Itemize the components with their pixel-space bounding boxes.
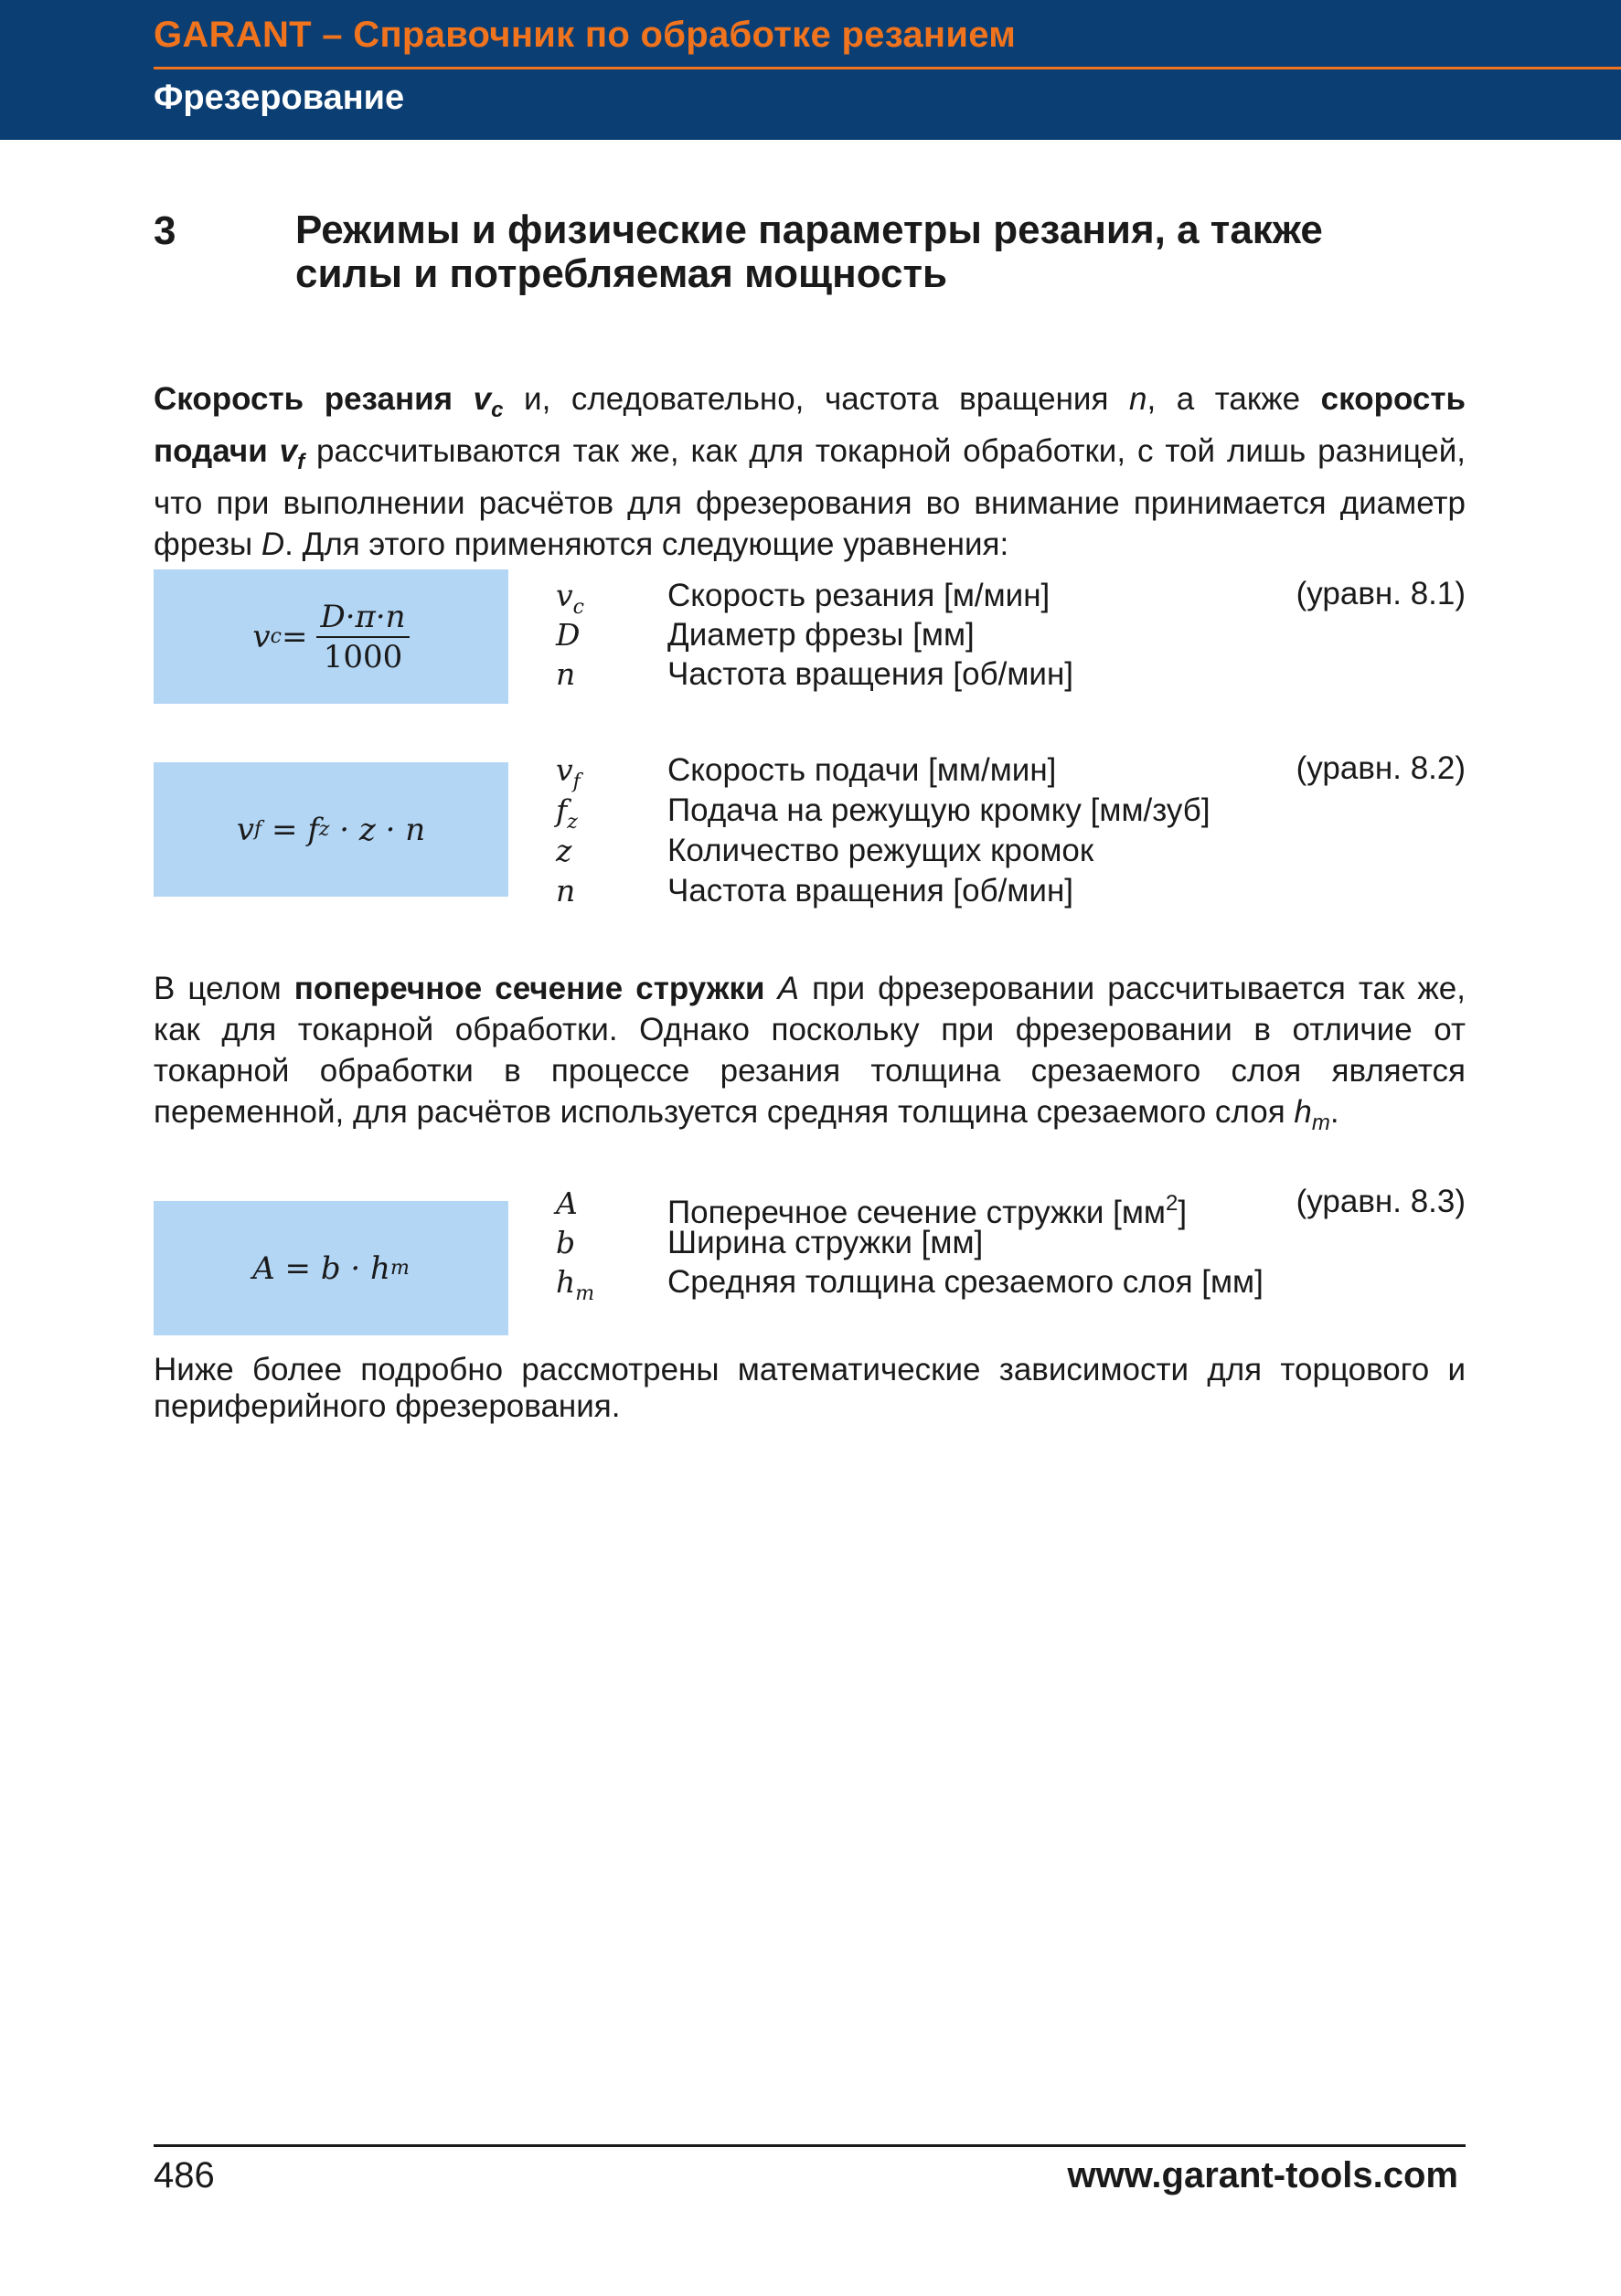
intro-text-5: рассчитываются так же, как для токарной обработки, с той лишь разницей, что при выполнении расчётов для фрезерования во внимание принимается диаметр фрезы (154, 433, 1466, 562)
intro-paragraph (154, 378, 1466, 565)
eq3-var-desc: Средняя толщина срезаемого слоя [мм] (667, 1264, 1264, 1300)
formula-1-fraction (316, 598, 409, 676)
chip-paragraph (154, 968, 1466, 1143)
eq1-number: (уравн. 8.1) (1296, 576, 1466, 611)
eq2-var-symbol: $f_z$ (556, 792, 578, 834)
chapter-title (295, 208, 1484, 296)
chip-text-3: при фрезеровании рассчитывается так же, как для токарной обработки. Однако поскольку при фрезеровании в отличие от токарной обработки в процессе резания толщина срезаемого слоя является переменной, для расчётов используется средняя толщина срезаемого слоя (154, 971, 1466, 1130)
formula-1-numerator: D·π·n (316, 598, 409, 638)
eq2-var-symbol: n (556, 873, 576, 909)
formula-2-v-sub: f (254, 818, 262, 841)
chapter-title-line-2: силы и потребляемая мощность (295, 251, 948, 296)
outro-paragraph: Ниже более подробно рассмотрены математические зависимости для торцового и периферийного фрезерования. (154, 1352, 1466, 1424)
eq1-var-symbol: $v_c$ (556, 578, 584, 619)
symbol-v-feed: v (279, 433, 298, 469)
intro-text-6: . Для этого применяются следующие уравнения: (284, 526, 1009, 562)
eq1-var-desc: Диаметр фрезы [мм] (667, 617, 975, 653)
eq2-var-desc: Частота вращения [об/мин] (667, 873, 1074, 909)
eq3-var-symbol: $h_m$ (556, 1264, 595, 1305)
symbol-A: A (777, 971, 799, 1006)
formula-chip-section (252, 1250, 410, 1287)
eq2-var-desc: Количество режущих кромок (667, 833, 1094, 868)
eq2-var-desc: Скорость подачи [мм/мин] (667, 752, 1057, 788)
chapter-number: 3 (154, 208, 176, 253)
formula-box-2 (154, 762, 508, 897)
eq2-var-symbol: $v_f$ (556, 752, 581, 793)
formula-1-denominator: 1000 (323, 638, 403, 675)
eq3-number: (уравн. 8.3) (1296, 1184, 1466, 1219)
formula-cutting-speed (252, 598, 409, 676)
section-title: Фрезерование (154, 79, 405, 117)
subscript-c: c (491, 398, 504, 422)
formula-1-lhs: v (252, 618, 271, 655)
subscript-f: f (297, 450, 305, 474)
eq3-var-desc: Ширина стружки [мм] (667, 1225, 984, 1260)
symbol-v: v (473, 381, 492, 417)
eq2-number: (уравн. 8.2) (1296, 750, 1466, 786)
formula-2-f: f (307, 811, 319, 848)
intro-text-3: , а также (1146, 381, 1321, 417)
intro-text-2: и, следовательно, частота вращения (503, 381, 1129, 417)
brand-title: GARANT – Справочник по обработке резанием (154, 15, 1017, 55)
formula-2-v: v (236, 811, 255, 848)
eq1-var-symbol: n (556, 656, 576, 692)
eq3-var-desc: Поперечное сечение стружки $[мм^2]$ (667, 1191, 1188, 1230)
symbol-D: D (261, 526, 285, 562)
subscript-m: m (1311, 1111, 1330, 1135)
eq3-var-symbol: b (556, 1225, 576, 1260)
footer-rule (154, 2144, 1466, 2147)
eq1-var-desc: Скорость резания [м/мин] (667, 578, 1050, 613)
chip-text-4: . (1329, 1094, 1339, 1130)
header-rule (154, 67, 1621, 69)
formula-box-1 (154, 569, 508, 704)
eq1-var-symbol: D (556, 617, 581, 653)
formula-1-lhs-sub: c (270, 625, 282, 648)
eq2-var-symbol: z (556, 833, 572, 868)
symbol-h: h (1294, 1094, 1312, 1130)
formula-2-f-sub: z (318, 818, 330, 841)
eq1-var-desc: Частота вращения [об/мин] (667, 656, 1074, 692)
formula-1-equals: = (281, 618, 308, 655)
website-link[interactable]: www.garant-tools.com (1067, 2155, 1458, 2195)
formula-2-equals: = (261, 811, 308, 848)
term-cutting-speed: Скорость резания (154, 381, 453, 417)
term-feed-speed: скорость подачи (154, 381, 1466, 469)
formula-2-rest: · z · n (329, 811, 426, 848)
page-header (0, 0, 1621, 140)
chapter-title-line-1: Режимы и физические параметры резания, а также (295, 207, 1323, 252)
term-chip-section: поперечное сечение стружки (293, 971, 765, 1006)
symbol-n: n (1128, 381, 1147, 417)
eq3-var-symbol: A (556, 1185, 578, 1221)
eq2-var-desc: Подача на режущую кромку [мм/зуб] (667, 792, 1210, 828)
formula-feed-speed (237, 812, 425, 848)
formula-3-main: A = b · h (252, 1249, 390, 1287)
formula-3-sub: m (389, 1257, 410, 1280)
formula-box-3 (154, 1201, 508, 1335)
page-number: 486 (154, 2155, 215, 2195)
chip-text-1: В целом (154, 971, 294, 1006)
